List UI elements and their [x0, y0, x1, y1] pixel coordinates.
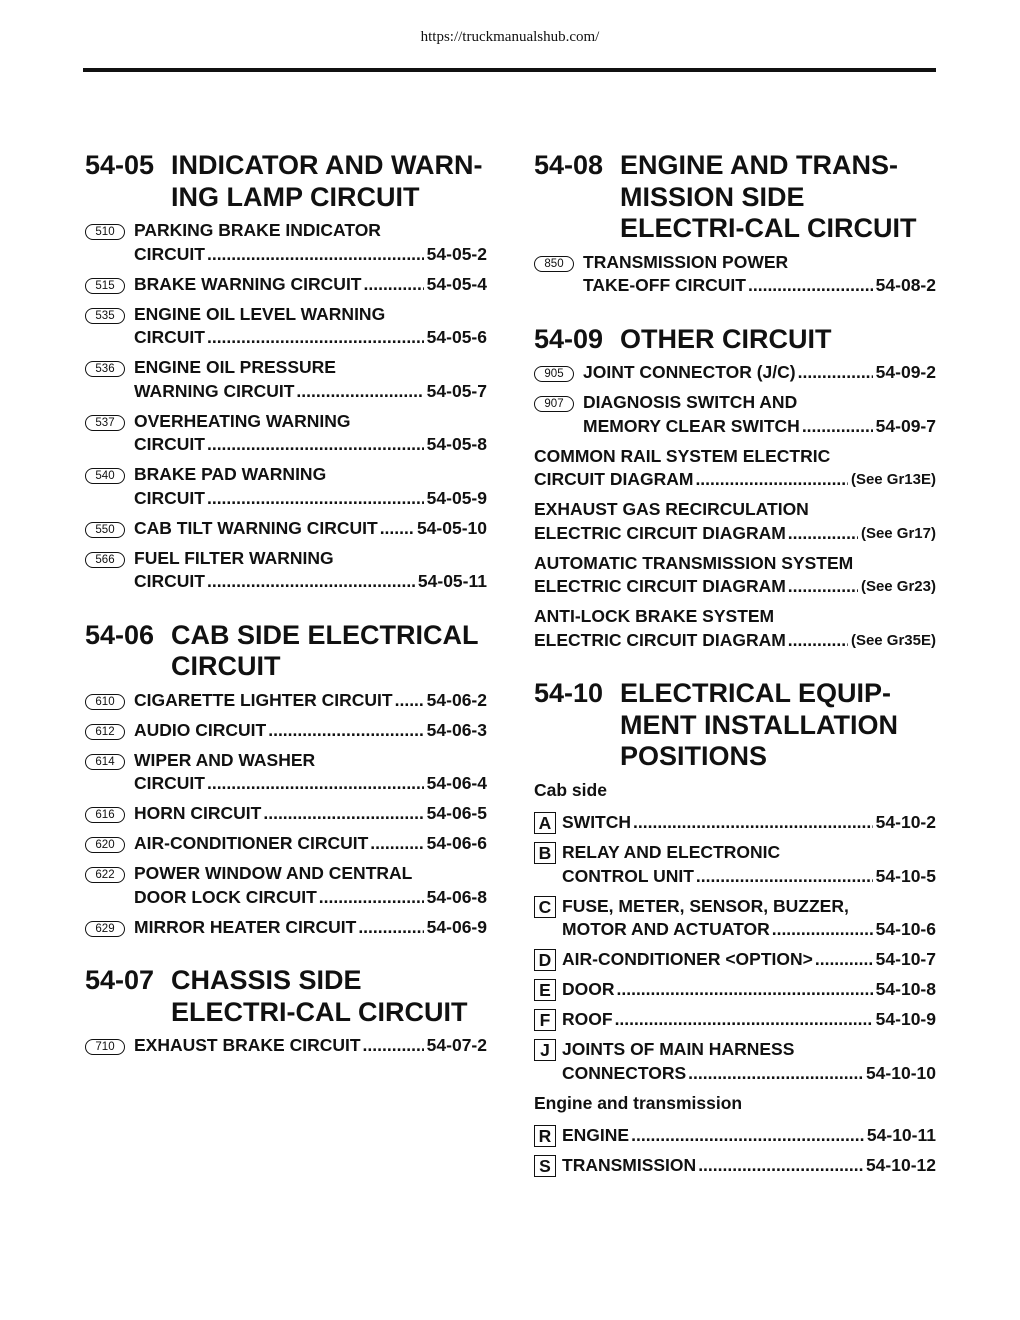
entry-title: TRANSMISSION POWER: [583, 251, 789, 272]
entry-title: AIR-CONDITIONER CIRCUIT: [134, 833, 369, 853]
section-number: 54-07: [85, 965, 155, 995]
dot-leader: [207, 243, 424, 267]
entry-title: ANTI-LOCK BRAKE SYSTEM: [534, 606, 775, 626]
entry-title: RELAY AND ELECTRONIC: [562, 842, 781, 862]
dot-leader: [296, 380, 423, 404]
toc-entry-612[interactable]: [85, 719, 487, 743]
dot-leader: [802, 415, 873, 439]
entry-title: CIGARETTE LIGHTER CIRCUIT: [134, 689, 393, 710]
section-54-06: [85, 620, 487, 940]
location-letter-badge: F: [534, 1009, 556, 1031]
section-number: 54-06: [85, 619, 155, 650]
entry-title-cont: CONTROL UNIT: [562, 865, 694, 886]
circuit-code-badge: 616: [85, 807, 125, 823]
page-ref: 54-06-5: [426, 803, 487, 823]
entry-title: AIR-CONDITIONER <OPTION>: [562, 949, 813, 969]
page-ref: 54-10-7: [875, 949, 936, 969]
toc-entry-622[interactable]: [85, 862, 487, 909]
section-number: 54-05: [85, 150, 155, 180]
entry-title: BRAKE WARNING CIRCUIT: [134, 273, 362, 294]
dot-leader: [695, 468, 848, 492]
page-ref: 54-10-10: [865, 1062, 936, 1083]
entry-title: BRAKE PAD WARNING: [134, 464, 327, 484]
circuit-code-badge: 850: [534, 256, 574, 272]
section-heading: [85, 150, 487, 213]
entry-title-cont: CIRCUIT: [134, 243, 205, 264]
entry-title-cont: CIRCUIT: [134, 327, 205, 347]
entry-title: OVERHEATING WARNING: [134, 410, 351, 431]
dot-leader: [263, 802, 423, 826]
entry-title-cont: CIRCUIT: [134, 571, 205, 591]
dot-leader: [696, 865, 873, 889]
toc-entry-R[interactable]: [534, 1124, 936, 1148]
circuit-code-badge: 907: [534, 396, 574, 412]
toc-entry-550[interactable]: [85, 517, 487, 541]
subheading-engine-transmission: Engine and transmission: [534, 1092, 743, 1113]
toc-entry-S[interactable]: [534, 1154, 936, 1178]
toc-entry-610[interactable]: [85, 689, 487, 713]
entry-title: AUDIO CIRCUIT: [134, 719, 267, 740]
circuit-code-badge: 905: [534, 366, 574, 382]
dot-leader: [788, 575, 858, 599]
entry-title: HORN CIRCUIT: [134, 803, 262, 823]
location-letter-badge: J: [534, 1039, 556, 1061]
toc-entry-540[interactable]: [85, 463, 487, 510]
circuit-code-badge: 550: [85, 522, 125, 538]
entry-title-cont: CIRCUIT: [134, 773, 205, 793]
section-title: CAB SIDE ELECTRICAL CIRCUIT: [171, 619, 479, 681]
circuit-code-badge: 540: [85, 468, 125, 484]
toc-entry-566[interactable]: [85, 547, 487, 594]
dot-leader: [772, 918, 873, 942]
circuit-code-badge: 515: [85, 278, 125, 294]
location-letter-badge: D: [534, 949, 556, 971]
location-letter-badge: C: [534, 896, 556, 918]
section-number: 54-10: [534, 678, 604, 708]
entry-title-cont: MEMORY CLEAR SWITCH: [583, 415, 800, 436]
toc-entry-614[interactable]: [85, 749, 487, 796]
section-heading: [534, 150, 936, 245]
toc-entry-537[interactable]: [85, 410, 487, 457]
dot-leader: [207, 326, 424, 350]
page-ref: 54-10-6: [875, 919, 936, 939]
page-ref: 54-10-5: [875, 865, 936, 886]
entry-title: FUEL FILTER WARNING: [134, 547, 334, 568]
entry-title: CAB TILT WARNING CIRCUIT: [134, 517, 378, 538]
header-rule: [83, 68, 936, 72]
page-ref: 54-06-2: [426, 689, 487, 710]
entry-title: JOINTS OF MAIN HARNESS: [562, 1039, 795, 1059]
circuit-code-badge: 610: [85, 694, 125, 710]
section-54-05: [85, 150, 487, 594]
entry-title-cont: CIRCUIT: [134, 434, 205, 454]
toc-entry-629[interactable]: [85, 916, 487, 940]
diagram-entry-auto-trans[interactable]: [534, 552, 936, 599]
toc-entry-510[interactable]: [85, 219, 487, 266]
dot-leader: [798, 361, 873, 385]
toc-entry-710[interactable]: [85, 1034, 487, 1058]
circuit-code-badge: 535: [85, 308, 125, 324]
section-54-07: [85, 965, 487, 1058]
section-title: ELECTRICAL EQUIP-MENT INSTALLATION POSITIONS: [620, 678, 898, 771]
page-ref: 54-05-2: [426, 243, 487, 264]
toc-entry-E[interactable]: [534, 978, 936, 1002]
entry-title: ENGINE OIL PRESSURE: [134, 357, 336, 377]
entry-title: DOOR: [562, 979, 615, 999]
toc-entry-C[interactable]: [534, 895, 936, 942]
entry-title: PARKING BRAKE INDICATOR: [134, 220, 381, 240]
entry-title: TRANSMISSION: [562, 1155, 697, 1175]
entry-title-cont: CIRCUIT: [134, 487, 205, 508]
toc-entry-850[interactable]: [534, 251, 936, 298]
dot-leader: [633, 811, 873, 835]
toc-entry-535[interactable]: [85, 303, 487, 350]
entry-title-cont: CIRCUIT DIAGRAM: [534, 469, 694, 489]
circuit-code-badge: 510: [85, 224, 125, 240]
page-ref: 54-10-12: [865, 1155, 936, 1175]
entry-title: AUTOMATIC TRANSMISSION SYSTEM: [534, 552, 854, 573]
circuit-code-badge: 620: [85, 837, 125, 853]
toc-entry-F[interactable]: [534, 1008, 936, 1032]
entry-title: WIPER AND WASHER: [134, 749, 316, 770]
section-number: 54-08: [534, 150, 604, 180]
page-ref: 54-05-4: [426, 273, 487, 294]
dot-leader: [617, 978, 873, 1002]
dot-leader: [319, 886, 424, 910]
dot-leader: [358, 916, 423, 940]
dot-leader: [207, 570, 415, 594]
circuit-code-badge: 614: [85, 754, 125, 770]
dot-leader: [688, 1062, 863, 1086]
toc-entry-616[interactable]: [85, 802, 487, 826]
section-heading: [85, 620, 487, 683]
entry-title: ENGINE OIL LEVEL WARNING: [134, 303, 386, 324]
dot-leader: [748, 274, 873, 298]
source-url: https://truckmanualshub.com/: [420, 29, 600, 45]
section-54-09: [534, 324, 936, 653]
section-heading: [534, 324, 936, 356]
section-title: INDICATOR AND WARN-ING LAMP CIRCUIT: [171, 150, 483, 212]
section-number: 54-09: [534, 323, 604, 354]
see-ref: (See Gr35E): [850, 631, 936, 649]
dot-leader: [370, 832, 423, 856]
section-title: CHASSIS SIDE ELECTRI-CAL CIRCUIT: [171, 965, 468, 1027]
toc-entry-D[interactable]: [534, 948, 936, 972]
toc-entry-A[interactable]: [534, 811, 936, 835]
location-letter-badge: S: [534, 1155, 556, 1177]
location-letter-badge: B: [534, 842, 556, 864]
entry-title: FUSE, METER, SENSOR, BUZZER,: [562, 895, 849, 916]
page-ref: 54-10-9: [875, 1009, 936, 1029]
entry-title: POWER WINDOW AND CENTRAL: [134, 863, 413, 883]
page-ref: 54-10-2: [875, 812, 936, 832]
see-ref: (See Gr23): [860, 578, 936, 595]
entry-title: COMMON RAIL SYSTEM ELECTRIC: [534, 445, 831, 466]
page-ref: 54-06-3: [426, 719, 487, 740]
circuit-code-badge: 629: [85, 921, 125, 937]
dot-leader: [207, 433, 424, 457]
circuit-code-badge: 710: [85, 1039, 125, 1055]
toc-entry-620[interactable]: [85, 832, 487, 856]
page-ref: 54-05-7: [426, 380, 487, 401]
left-column: [85, 150, 487, 1084]
toc-entry-536[interactable]: [85, 356, 487, 403]
location-letter-badge: A: [534, 812, 556, 834]
dot-leader: [698, 1154, 863, 1178]
dot-leader: [363, 1034, 424, 1058]
diagram-entry-egr[interactable]: [534, 498, 936, 545]
entry-title: JOINT CONNECTOR (J/C): [583, 362, 796, 382]
page-ref: 54-10-8: [875, 979, 936, 999]
page-ref: 54-05-9: [426, 487, 487, 508]
see-ref: (See Gr17): [860, 524, 936, 542]
section-54-10: [534, 678, 936, 1178]
see-ref: (See Gr13E): [850, 471, 936, 488]
page-ref: 54-05-11: [417, 571, 487, 591]
page-ref: 54-09-2: [875, 362, 936, 382]
dot-leader: [788, 629, 848, 653]
subheading-cab-side: Cab side: [534, 779, 607, 800]
dot-leader: [364, 273, 424, 297]
page-ref: 54-06-6: [426, 833, 487, 853]
entry-title-cont: ELECTRIC CIRCUIT DIAGRAM: [534, 629, 786, 650]
circuit-code-badge: 622: [85, 867, 125, 883]
dot-leader: [395, 689, 424, 713]
entry-title: ROOF: [562, 1009, 613, 1029]
page-ref: 54-05-8: [426, 434, 487, 454]
page-ref: 54-05-6: [426, 327, 487, 347]
toc-entry-907[interactable]: [534, 391, 936, 438]
entry-title-cont: TAKE-OFF CIRCUIT: [583, 275, 746, 295]
dot-leader: [815, 948, 873, 972]
entry-title: ENGINE: [562, 1125, 630, 1145]
entry-title: MIRROR HEATER CIRCUIT: [134, 916, 357, 937]
entry-title-cont: DOOR LOCK CIRCUIT: [134, 886, 317, 907]
toc-entry-515[interactable]: [85, 273, 487, 297]
page-ref: 54-06-8: [426, 886, 487, 907]
entry-title-cont: MOTOR AND ACTUATOR: [562, 919, 770, 939]
entry-title: EXHAUST GAS RECIRCULATION: [534, 499, 809, 519]
circuit-code-badge: 566: [85, 552, 125, 568]
toc-entry-905[interactable]: [534, 361, 936, 385]
page-ref: 54-07-2: [426, 1035, 487, 1055]
dot-leader: [268, 719, 423, 743]
page-ref: 54-06-4: [426, 773, 487, 793]
circuit-code-badge: 612: [85, 724, 125, 740]
page-ref: 54-09-7: [875, 415, 936, 436]
circuit-code-badge: 537: [85, 415, 125, 431]
section-heading: [85, 965, 487, 1028]
section-title: ENGINE AND TRANS-MISSION SIDE ELECTRI-CAL CIRCUIT: [620, 150, 917, 243]
entry-title: SWITCH: [562, 812, 632, 832]
circuit-code-badge: 536: [85, 361, 125, 377]
dot-leader: [788, 522, 858, 546]
dot-leader: [380, 517, 414, 541]
section-54-08: [534, 150, 936, 298]
right-column: [534, 150, 936, 1204]
entry-title-cont: ELECTRIC CIRCUIT DIAGRAM: [534, 576, 786, 596]
page-ref: 54-10-11: [866, 1125, 936, 1145]
section-heading: [534, 678, 936, 773]
diagram-entry-abs[interactable]: [534, 605, 936, 652]
location-letter-badge: E: [534, 979, 556, 1001]
toc-entry-B[interactable]: [534, 841, 936, 888]
page-ref: 54-08-2: [875, 275, 936, 295]
entry-title-cont: WARNING CIRCUIT: [134, 380, 295, 401]
entry-title-cont: ELECTRIC CIRCUIT DIAGRAM: [534, 522, 786, 543]
toc-entry-J[interactable]: [534, 1038, 936, 1085]
dot-leader: [207, 487, 424, 511]
diagram-entry-common-rail[interactable]: [534, 445, 936, 492]
dot-leader: [615, 1008, 873, 1032]
dot-leader: [207, 772, 424, 796]
location-letter-badge: R: [534, 1125, 556, 1147]
dot-leader: [631, 1124, 864, 1148]
entry-title-cont: CONNECTORS: [562, 1062, 687, 1083]
entry-title: EXHAUST BRAKE CIRCUIT: [134, 1035, 361, 1055]
entry-title: DIAGNOSIS SWITCH AND: [583, 392, 798, 412]
page-ref: 54-05-10: [416, 517, 487, 538]
page-ref: 54-06-9: [426, 916, 487, 937]
section-title: OTHER CIRCUIT: [620, 323, 832, 354]
